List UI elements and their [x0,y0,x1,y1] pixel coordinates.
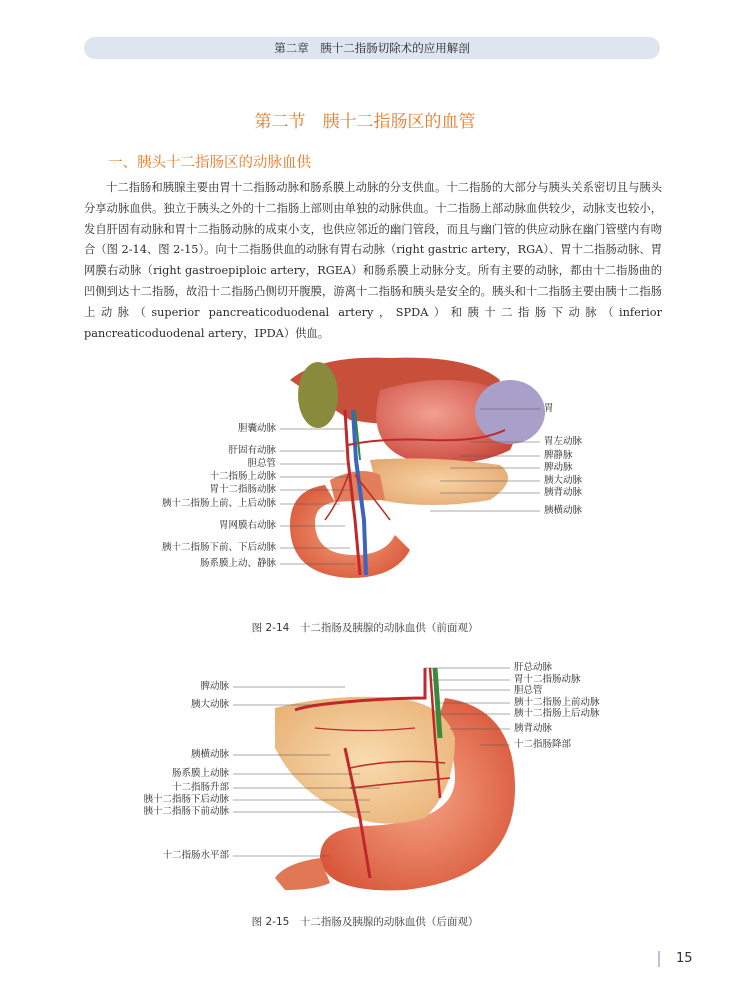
fig1-label: 十二指肠上动脉 [209,471,276,482]
fig1-label: 胰大动脉 [544,475,583,486]
fig2-label: 脾动脉 [200,681,229,692]
fig2-label: 胃十二指肠动脉 [514,674,581,685]
fig1-label: 胃网膜右动脉 [218,520,276,531]
fig2-label: 胰十二指肠下前动脉 [143,806,229,817]
fig1-label: 肠系膜上动、静脉 [199,558,276,569]
fig1-label: 胰背动脉 [544,487,583,498]
fig2-label: 胰十二指肠上前动脉 [514,697,600,708]
fig2-label: 肝总动脉 [514,662,553,673]
fig1-label: 胆总管 [247,458,276,469]
section-title: 第二节 胰十二指肠区的血管 [254,112,476,132]
fig2-label: 胰横动脉 [190,749,229,760]
fig1-label: 脾静脉 [544,450,573,461]
figure-2-15-caption: 图 2-15 十二指肠及胰腺的动脉血供（后面观） [251,916,479,928]
fig2-label: 肠系膜上动脉 [171,768,229,779]
fig1-label: 胰横动脉 [544,505,583,516]
fig2-label: 十二指肠升部 [171,782,229,793]
subsection-title: 一、胰头十二指肠区的动脉血供 [108,155,311,171]
fig2-label: 胰十二指肠下后动脉 [143,794,229,805]
fig1-label: 胆囊动脉 [237,423,276,434]
fig2-label: 胆总管 [514,685,543,696]
page-number: 15 [676,951,693,966]
fig1-label: 胰十二指肠上前、上后动脉 [161,498,276,509]
fig1-label: 肝固有动脉 [228,445,276,456]
fig1-label: 胃左动脉 [544,436,583,447]
fig1-label: 胃十二指肠动脉 [209,484,276,495]
figure-2-14-caption: 图 2-14 十二指肠及胰腺的动脉血供（前面观） [251,622,479,634]
page-number-divider [658,951,660,967]
fig2-label: 十二指肠降部 [514,739,572,750]
fig2-label: 胰十二指肠上后动脉 [514,708,600,719]
fig1-label: 胰十二指肠下前、下后动脉 [161,542,276,553]
fig1-label: 胃 [544,403,554,414]
fig2-label: 十二指肠水平部 [162,850,229,861]
body-paragraph: 十二指肠和胰腺主要由胃十二指肠动脉和肠系膜上动脉的分支供血。十二指肠的大部分与胰头关系密切且与胰头分享动脉血供。独立于胰头之外的十二指肠上部则由单独的动脉供血。十二指肠上部动脉血供较少，动脉支也较小，发自肝固有动脉和胃十二指肠动脉的成束小支，也供应邻近的幽门管段，而且与幽门管的供应动脉在幽门管壁内有吻合（图 2-14、图 2-15）。向十二指肠供血的动脉有胃右动脉（right gastric artery，RGA）、胃十二指肠动脉、胃网膜右动脉（right gastroepiploic artery，RGEA）和肠系膜上动脉分支。所有主要的动脉，都由十二指肠曲的凹侧到达十二指肠，故沿十二指肠凸侧切开腹膜，游离十二指肠和胰头是安全的。胰头和十二指肠主要由胰十二指肠上动脉（superior pancreaticoduodenal artery，SPDA）和胰十二指肠下动脉（inferior pancreaticoduodenal artery，IPDA）供血。 [84,181,662,340]
fig1-label: 脾动脉 [544,462,573,473]
chapter-header: 第二章 胰十二指肠切除术的应用解剖 [84,37,660,59]
fig2-label: 胰背动脉 [514,723,553,734]
fig2-label: 胰大动脉 [190,699,229,710]
